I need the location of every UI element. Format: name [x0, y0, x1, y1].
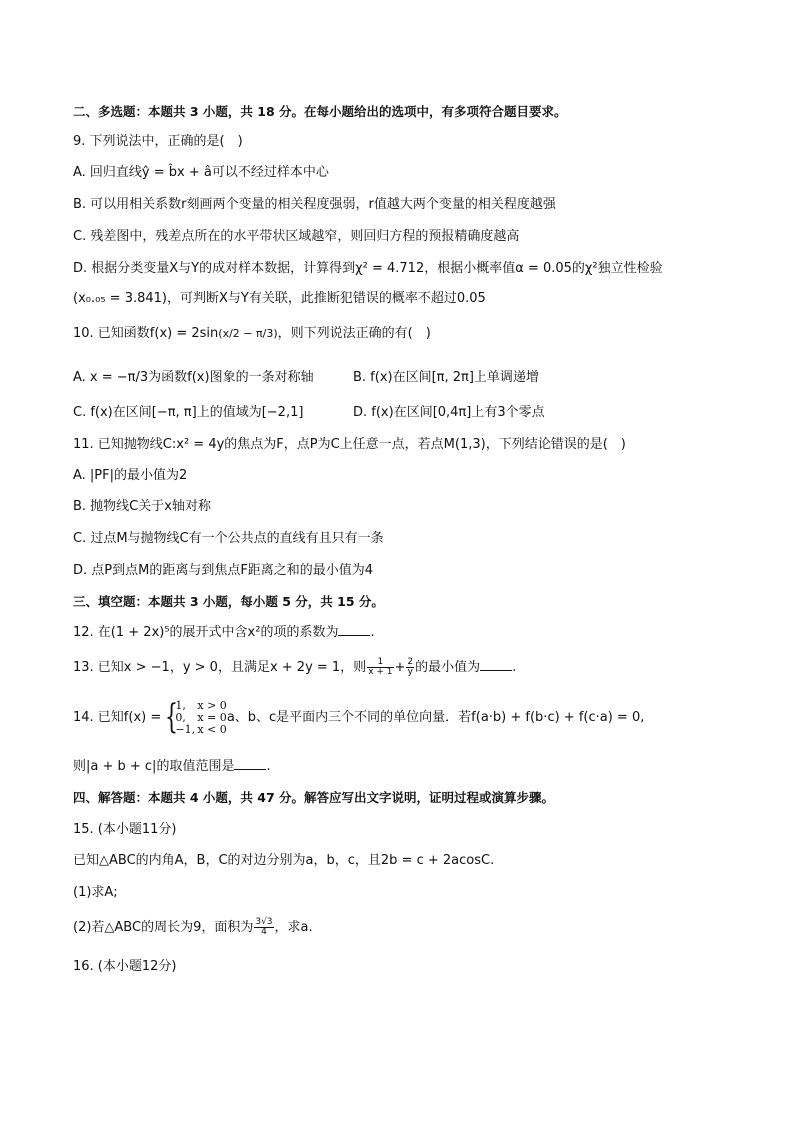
q15-part-2: [73, 916, 734, 940]
q13-suffix: 的最小值为: [415, 660, 481, 675]
q10-option-d: D. f(x)在区间[0,4π]上有3个零点: [353, 405, 545, 420]
q13-end: .: [512, 660, 517, 675]
q11-option-d: D. 点P到点M的距离与到焦点F距离之和的最小值为4: [73, 563, 374, 578]
q10-option-b: B. f(x)在区间[π, 2π]上单调递增: [353, 370, 539, 385]
q14-case-1: 1, x > 0: [175, 698, 227, 712]
q9-stem: 9. 下列说法中，正确的是( ): [73, 134, 243, 149]
q14-end: .: [266, 759, 271, 774]
q11-option-c: C. 过点M与抛物线C有一个公共点的直线有且只有一条: [73, 531, 384, 546]
q14-case-3: −1, x < 0: [175, 722, 227, 736]
q15-part-2-prefix: (2)若△ABC的周长为9，面积为: [73, 920, 254, 935]
q14-line2: [73, 757, 734, 776]
q15-area-fraction: [254, 918, 273, 937]
q9-option-b: B. 可以用相关系数r刻画两个变量的相关程度强弱，r值越大两个变量的相关程度越强: [73, 197, 556, 212]
q15-head: 15. (本小题11分): [73, 822, 177, 837]
q15-part-1: (1)求A;: [73, 885, 118, 900]
q9-option-d-line2: (x₀.₀₅ = 3.841)，可判断X与Y有关联，此推断犯错误的概率不超过0.05: [73, 291, 486, 306]
q9-option-a: A. 回归直线ŷ = b̂x + â可以不经过样本中心: [73, 165, 329, 180]
q15-stem: 已知△ABC的内角A，B，C的对边分别为a，b，c，且2b = c + 2acosC.: [73, 853, 495, 868]
q13-frac1-numerator: 1: [367, 658, 393, 668]
q10-stem-prefix: 10. 已知函数f(x) = 2sin: [73, 326, 219, 341]
q10-stem-suffix: ，则下列说法正确的有( ): [277, 326, 431, 341]
q13-fraction-1: [367, 658, 393, 677]
q12-stem: 12. 在(1 + 2x)⁵的展开式中含x²的项的系数为: [73, 625, 339, 640]
q13-frac2-numerator: 2: [407, 657, 414, 667]
q13-plus: +: [394, 660, 406, 675]
q12: [73, 623, 734, 642]
q9-option-c: C. 残差图中，残差点所在的水平带状区域越窄，则回归方程的预报精确度越高: [73, 229, 520, 244]
q12-answer-blank: [338, 623, 370, 636]
q13-answer-blank: [480, 658, 512, 671]
q14-case-2: 0, x = 0: [175, 710, 227, 724]
q12-end: .: [370, 625, 375, 640]
q10-option-c: C. f(x)在区间[−π, π]上的值域为[−2,1]: [73, 405, 304, 420]
q13: [73, 656, 734, 680]
q10-row2: [73, 404, 734, 422]
q15-area-numerator: 3√3: [255, 917, 273, 927]
q14-line2-text: 则|a + b + c|的取值范围是: [73, 759, 235, 774]
q15-area-denominator: 4: [261, 927, 267, 937]
q16-head: 16. (本小题12分): [73, 959, 177, 974]
q13-fraction-2: [406, 658, 414, 677]
q10-stem: [73, 325, 734, 343]
q15-part-2-suffix: ，求a.: [274, 920, 313, 935]
q13-frac1-denominator: x + 1: [368, 667, 393, 677]
q13-prefix: 13. 已知x > −1，y > 0，且满足x + 2y = 1，则: [73, 660, 367, 675]
section-4-header: 四、解答题：本题共 4 小题，共 47 分。解答应写出文字说明，证明过程或演算步骤。: [73, 790, 555, 805]
q14-piecewise: [165, 696, 227, 737]
q10-stem-arg: (x/2 − π/3): [218, 327, 278, 340]
q14-mid: a、b、c是平面内三个不同的单位向量．若f(a·b) + f(b·c) + f(c·a) = 0,: [226, 710, 645, 725]
q10-row1: [73, 369, 734, 387]
q11-option-b: B. 抛物线C关于x轴对称: [73, 499, 211, 514]
q14-answer-blank: [234, 757, 266, 770]
section-2-header: 二、多选题：本题共 3 小题，共 18 分。在每小题给出的选项中，有多项符合题目要求。: [73, 104, 567, 119]
q11-option-a: A. |PF|的最小值为2: [73, 468, 188, 483]
q13-frac2-denominator: y: [407, 667, 413, 677]
q14-line1: [73, 698, 734, 738]
q14-prefix: 14. 已知f(x) =: [73, 710, 166, 725]
q11-stem: 11. 已知抛物线C:x² = 4y的焦点为F，点P为C上任意一点，若点M(1,3)，下列结论错误的是( ): [73, 437, 626, 452]
q10-option-a: A. x = −π/3为函数f(x)图象的一条对称轴: [73, 370, 314, 385]
section-3-header: 三、填空题：本题共 3 小题，每小题 5 分，共 15 分。: [73, 594, 384, 609]
q9-option-d-line1: D. 根据分类变量X与Y的成对样本数据，计算得到χ² = 4.712，根据小概率值α = 0.05的χ²独立性检验: [73, 261, 663, 276]
q14-brace: {: [165, 696, 179, 737]
